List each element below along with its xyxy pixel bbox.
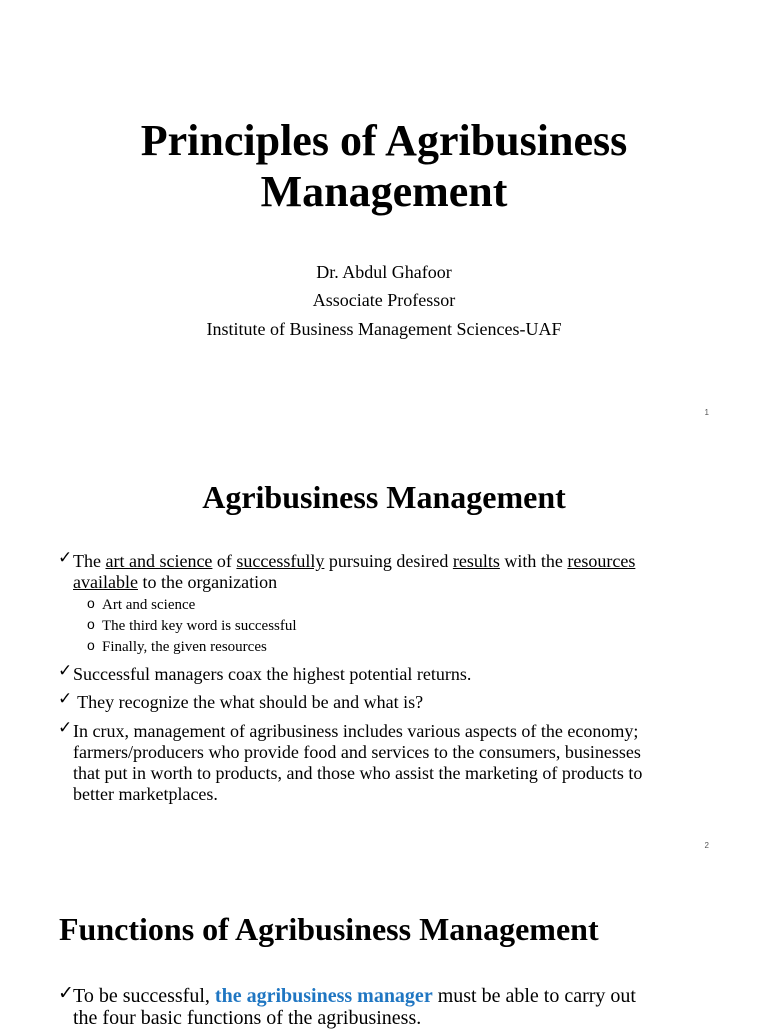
underlined-term: results [452, 551, 500, 571]
bullet-text: must be able to carry out [432, 985, 636, 1007]
circle-bullet-icon: o [87, 595, 95, 611]
author-name: Dr. Abdul Ghafoor [316, 262, 452, 282]
bullet-text-line: In crux, management of agribusiness includes various aspects of the economy; [73, 721, 639, 741]
bullet-text: of [212, 551, 237, 571]
bullet-text-line: farmers/producers who provide food and services to the consumers, businesses [73, 742, 641, 762]
bullet-text: To be successful, [73, 985, 215, 1007]
bullet-text: Successful managers coax the highest potential returns. [73, 664, 472, 684]
underlined-term: art and science [105, 551, 213, 571]
bullet-text-line: the four basic functions of the agribusiness. [73, 1007, 422, 1029]
bullet-text-line: better marketplaces. [73, 784, 218, 804]
author-institute: Institute of Business Management Sciences-UAF [206, 319, 562, 339]
slide-1-title-line2: Management [260, 167, 508, 216]
bullet-functions [58, 982, 723, 1029]
bullet-text: to the organization [137, 572, 278, 592]
check-icon: ✓ [58, 661, 73, 681]
bullet-managers [58, 661, 695, 685]
sub-item-text: Finally, the given resources [102, 639, 267, 655]
bullet-text: pursuing desired [324, 551, 453, 571]
bullet-text: with the [499, 551, 568, 571]
check-icon: ✓ [58, 718, 73, 738]
underlined-term: successfully [236, 551, 325, 571]
highlighted-term: the agribusiness manager [214, 985, 433, 1007]
page-number-1: 1 [704, 408, 709, 417]
check-icon: ✓ [58, 548, 73, 568]
author-position: Associate Professor [312, 290, 456, 310]
sub-item-3 [87, 637, 267, 656]
underlined-term: resources [567, 551, 636, 571]
slide-3-title: Functions of Agribusiness Management [59, 911, 599, 947]
bullet-definition [58, 548, 695, 593]
sub-item-2 [87, 616, 297, 635]
bullet-crux [58, 718, 713, 805]
slide-2-title: Agribusiness Management [202, 479, 566, 515]
underlined-term: available [73, 572, 138, 592]
sub-item-1 [87, 595, 196, 614]
bullet-text-line: that put in worth to products, and those who assist the marketing of products to [73, 763, 643, 783]
bullet-recognize [58, 689, 695, 713]
page-number-2: 2 [704, 841, 709, 850]
sub-item-text: The third key word is successful [102, 618, 297, 634]
bullet-text: The [73, 551, 106, 571]
circle-bullet-icon: o [87, 616, 95, 632]
bullet-text: They recognize the what should be and what is? [73, 692, 424, 712]
check-icon: ✓ [58, 982, 74, 1004]
slide-1-title-line1: Principles of Agribusiness [140, 116, 628, 165]
circle-bullet-icon: o [87, 637, 95, 653]
sub-item-text: Art and science [102, 597, 196, 613]
check-icon: ✓ [58, 689, 73, 709]
